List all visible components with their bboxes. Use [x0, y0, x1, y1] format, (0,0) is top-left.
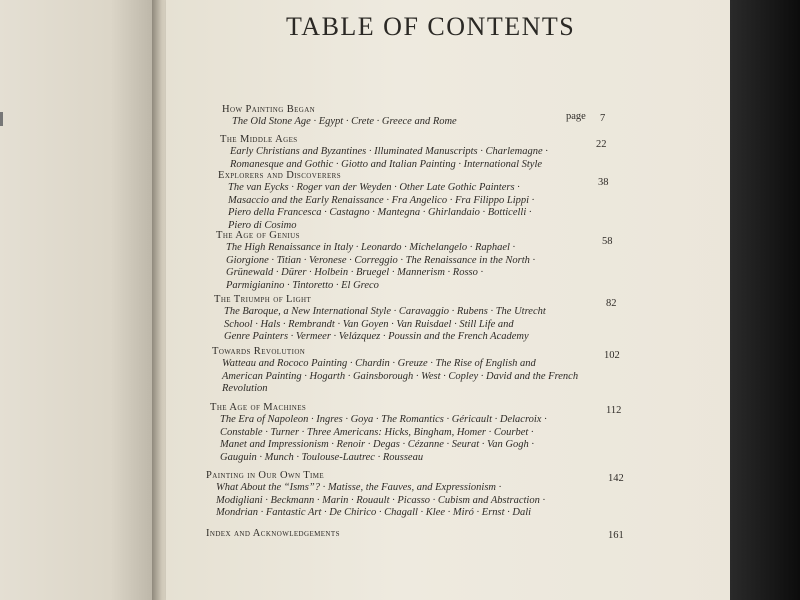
section-subjects — [206, 482, 545, 520]
section-heading: Explorers and Discoverers — [218, 170, 341, 181]
subject-line: Masaccio and the Early Renaissance · Fra Angelico · Fra Filippo Lippi · — [228, 194, 535, 206]
subject-line: Revolution — [222, 383, 268, 395]
toc-section — [212, 346, 578, 396]
section-heading: Painting in Our Own Time — [206, 470, 325, 481]
subject-line: Gauguin · Munch · Toulouse-Lautrec · Rousseau — [220, 452, 424, 464]
subject-line: American Painting · Hogarth · Gainsborough · West · Copley · David and the French — [222, 370, 579, 382]
subject-line: School · Hals · Rembrandt · Van Goyen · Van Ruisdael · Still Life and — [224, 318, 514, 330]
section-heading: The Age of Machines — [210, 402, 307, 413]
subject-line: Watteau and Rococo Painting · Chardin · Greuze · The Rise of English and — [222, 358, 536, 369]
section-heading: The Age of Genius — [216, 230, 300, 241]
toc-section — [206, 470, 545, 520]
index-entry: Index and Acknowledgements — [206, 528, 340, 539]
section-page-number: 7 — [600, 113, 606, 124]
subject-line: Grünewald · Dürer · Holbein · Bruegel · Mannerism · Rosso · — [226, 267, 484, 279]
subject-line: Manet and Impressionism · Renoir · Degas · Cézanne · Seurat · Van Gogh · — [220, 439, 535, 451]
section-subjects — [212, 358, 578, 396]
section-page-number: 102 — [604, 350, 620, 361]
subject-line: The van Eycks · Roger van der Weyden · Other Late Gothic Painters · — [228, 182, 520, 193]
subject-line: Genre Painters · Vermeer · Velázquez · Poussin and the French Academy — [224, 331, 529, 343]
toc-section — [218, 170, 534, 233]
toc-title: TABLE OF CONTENTS — [286, 12, 576, 41]
subject-line: Romanesque and Gothic · Giotto and Italian Painting · International Style — [230, 158, 543, 170]
index-page-number: 161 — [608, 530, 624, 541]
subject-line: Parmigianino · Tintoretto · El Greco — [226, 280, 379, 292]
section-subjects — [218, 182, 534, 233]
section-heading: The Triumph of Light — [214, 294, 312, 305]
dark-background — [730, 0, 800, 600]
toc-section — [220, 134, 548, 171]
section-page-number: 82 — [606, 298, 617, 309]
subject-line: The Old Stone Age · Egypt · Crete · Greece and Rome — [232, 116, 457, 127]
page-word: page — [566, 111, 586, 122]
toc-section — [214, 294, 546, 344]
subject-line: Modigliani · Beckmann · Marin · Rouault · Picasso · Cubism and Abstraction · — [216, 494, 546, 506]
section-page-number: 22 — [596, 139, 607, 150]
left-page-mark — [0, 112, 3, 126]
section-subjects — [210, 414, 547, 465]
subject-line: The Era of Napoleon · Ingres · Goya · The Romantics · Géricault · Delacroix · — [220, 414, 547, 425]
subject-line: Piero della Francesca · Castagno · Mantegna · Ghirlandaio · Botticelli · — [228, 207, 532, 219]
section-heading: The Middle Ages — [220, 134, 298, 145]
toc-section — [210, 402, 547, 465]
subject-line: Mondrian · Fantastic Art · De Chirico · Chagall · Klee · Miró · Ernst · Dali — [216, 507, 532, 519]
section-heading: Towards Revolution — [212, 346, 306, 357]
toc-section — [216, 230, 535, 293]
section-page-number: 38 — [598, 177, 609, 188]
subject-line: The High Renaissance in Italy · Leonardo · Michelangelo · Raphael · — [226, 242, 516, 253]
section-subjects — [214, 306, 546, 344]
subject-line: The Baroque, a New International Style · Caravaggio · Rubens · The Utrecht — [224, 306, 546, 317]
section-subjects — [216, 242, 535, 293]
section-page-number: 58 — [602, 236, 613, 247]
left-page — [0, 0, 158, 600]
section-subjects — [220, 146, 548, 171]
section-subjects — [222, 116, 457, 129]
subject-line: What About the “Isms”? · Matisse, the Fauves, and Expressionism · — [216, 482, 502, 493]
section-page-number: 112 — [606, 405, 622, 416]
section-page-number: 142 — [608, 473, 624, 484]
subject-line: Constable · Turner · Three Americans: Hicks, Bingham, Homer · Courbet · — [220, 426, 534, 438]
subject-line: Early Christians and Byzantines · Illuminated Manuscripts · Charlemagne · — [230, 146, 548, 157]
section-heading: How Painting Began — [222, 104, 316, 115]
subject-line: Giorgione · Titian · Veronese · Correggio · The Renaissance in the North · — [226, 254, 536, 266]
subject-line: Piero di Cosimo — [228, 220, 297, 232]
toc-section — [222, 104, 457, 129]
